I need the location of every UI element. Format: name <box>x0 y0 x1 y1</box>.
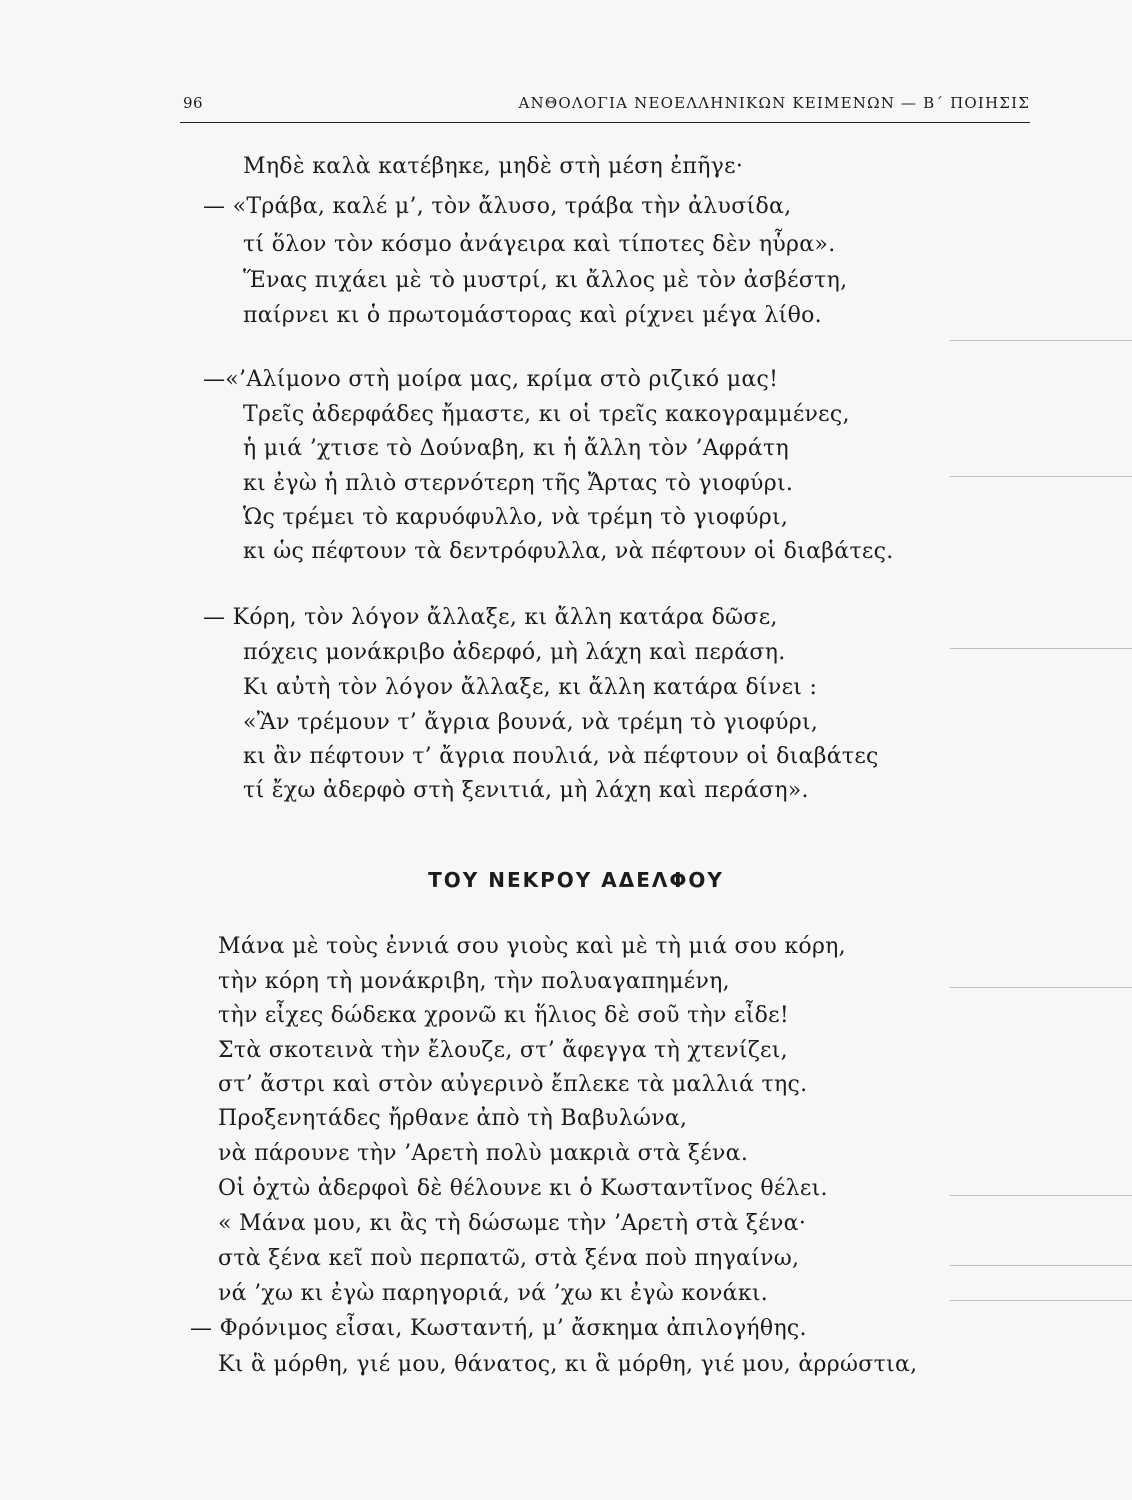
show-through-mark <box>950 476 1132 477</box>
verse-line: Μηδὲ καλὰ κατέβηκε, μηδὲ στὴ μέση ἐπῆγε· <box>243 154 744 179</box>
show-through-mark <box>950 1300 1132 1301</box>
verse-line: «Ἂν τρέμουν τ’ ἄγρια βουνά, νὰ τρέμη τὸ γιοφύρι, <box>243 710 819 735</box>
verse-line: κι ὡς πέφτουν τὰ δεντρόφυλλα, νὰ πέφτουν οἱ διαβάτες. <box>243 539 894 564</box>
show-through-mark <box>950 1265 1132 1266</box>
verse-line: στ’ ἄστρι καὶ στὸν αὐγερινὸ ἔπλεκε τὰ μαλλιά της. <box>218 1072 808 1097</box>
section-title: ΤΟΥ ΝΕΚΡΟΥ ΑΔΕΛΦΟΥ <box>428 868 724 892</box>
verse-line: κι ἐγὼ ἡ πλιὸ στερνότερη τῆς Ἄρτας τὸ γιοφύρι. <box>243 471 794 496</box>
verse-line: στὰ ξένα κεῖ ποὺ περπατῶ, στὰ ξένα ποὺ πηγαίνω, <box>218 1246 800 1271</box>
verse-line: τὴν κόρη τὴ μονάκριβη, τὴν πολυαγαπημένη, <box>218 969 730 994</box>
page-number: 96 <box>183 94 204 112</box>
verse-line: κι ἂν πέφτουν τ’ ἄγρια πουλιά, νὰ πέφτουν οἱ διαβάτες <box>243 744 879 769</box>
verse-line: Κι αὐτὴ τὸν λόγον ἄλλαξε, κι ἄλλη κατάρα δίνει : <box>243 675 818 700</box>
page-header <box>180 92 1030 123</box>
verse-line: Κι ἃ μόρθη, γιέ μου, θάνατος, κι ἃ μόρθη, γιέ μου, ἀρρώστια, <box>218 1352 918 1377</box>
verse-line: Ἕνας πιχάει μὲ τὸ μυστρί, κι ἄλλος μὲ τὸν ἀσβέστη, <box>243 268 848 293</box>
show-through-mark <box>950 1195 1132 1196</box>
verse-line: Μάνα μὲ τοὺς ἐννιά σου γιοὺς καὶ μὲ τὴ μιά σου κόρη, <box>218 934 846 959</box>
verse-line: Τρεῖς ἀδερφάδες ἤμαστε, κι οἱ τρεῖς κακογραμμένες, <box>243 402 850 427</box>
verse-line: τί ἔχω ἀδερφὸ στὴ ξενιτιά, μὴ λάχη καὶ περάση». <box>243 778 809 803</box>
verse-line: Στὰ σκοτεινὰ τὴν ἔλουζε, στ’ ἄφεγγα τὴ χτενίζει, <box>218 1038 788 1063</box>
verse-line: Ὡς τρέμει τὸ καρυόφυλλο, νὰ τρέμη τὸ γιοφύρι, <box>243 505 789 530</box>
verse-line: — Κόρη, τὸν λόγον ἄλλαξε, κι ἄλλη κατάρα δῶσε, <box>203 605 778 630</box>
verse-line: ἡ μιά ’χτισε τὸ Δούναβη, κι ἡ ἄλλη τὸν ’Αφράτη <box>243 436 789 461</box>
verse-line: — «Τράβα, καλέ μ’, τὸν ἄλυσο, τράβα τὴν ἀλυσίδα, <box>203 194 792 219</box>
verse-line: νὰ πάρουνε τὴν ’Αρετὴ πολὺ μακριὰ στὰ ξένα. <box>218 1141 749 1166</box>
running-title: ΑΝΘΟΛΟΓΙΑ ΝΕΟΕΛΛΗΝΙΚΩΝ ΚΕΙΜΕΝΩΝ — Β΄ ΠΟΙΗΣΙΣ <box>518 94 1030 112</box>
verse-line: —«’Αλίμονο στὴ μοίρα μας, κρίμα στὸ ριζικό μας! <box>203 367 779 392</box>
verse-line: νά ’χω κι ἐγὼ παρηγοριά, νά ’χω κι ἐγὼ κονάκι. <box>218 1281 769 1306</box>
verse-line: πόχεις μονάκριβο ἀδερφό, μὴ λάχη καὶ περάση. <box>243 640 786 665</box>
verse-line: τὴν εἶχες δώδεκα χρονῶ κι ἥλιος δὲ σοῦ τὴν εἶδε! <box>218 1003 790 1028</box>
verse-line: παίρνει κι ὁ πρωτομάστορας καὶ ρίχνει μέγα λίθο. <box>243 303 822 328</box>
show-through-mark <box>950 340 1132 341</box>
verse-line: Οἱ ὀχτὼ ἀδερφοὶ δὲ θέλουνε κι ὁ Κωσταντῖνος θέλει. <box>218 1176 828 1201</box>
verse-line: Προξενητάδες ἤρθανε ἀπὸ τὴ Βαβυλώνα, <box>218 1106 688 1131</box>
show-through-mark <box>950 648 1132 649</box>
verse-line: — Φρόνιμος εἶσαι, Κωσταντή, μ’ ἄσκημα ἀπιλογήθης. <box>190 1316 807 1341</box>
verse-line: τί ὅλον τὸν κόσμο ἀνάγειρα καὶ τίποτες δὲν ηὗρα». <box>243 232 836 257</box>
verse-line: « Μάνα μου, κι ἂς τὴ δώσωμε τὴν ’Αρετὴ στὰ ξένα· <box>218 1211 807 1236</box>
show-through-mark <box>950 987 1132 988</box>
